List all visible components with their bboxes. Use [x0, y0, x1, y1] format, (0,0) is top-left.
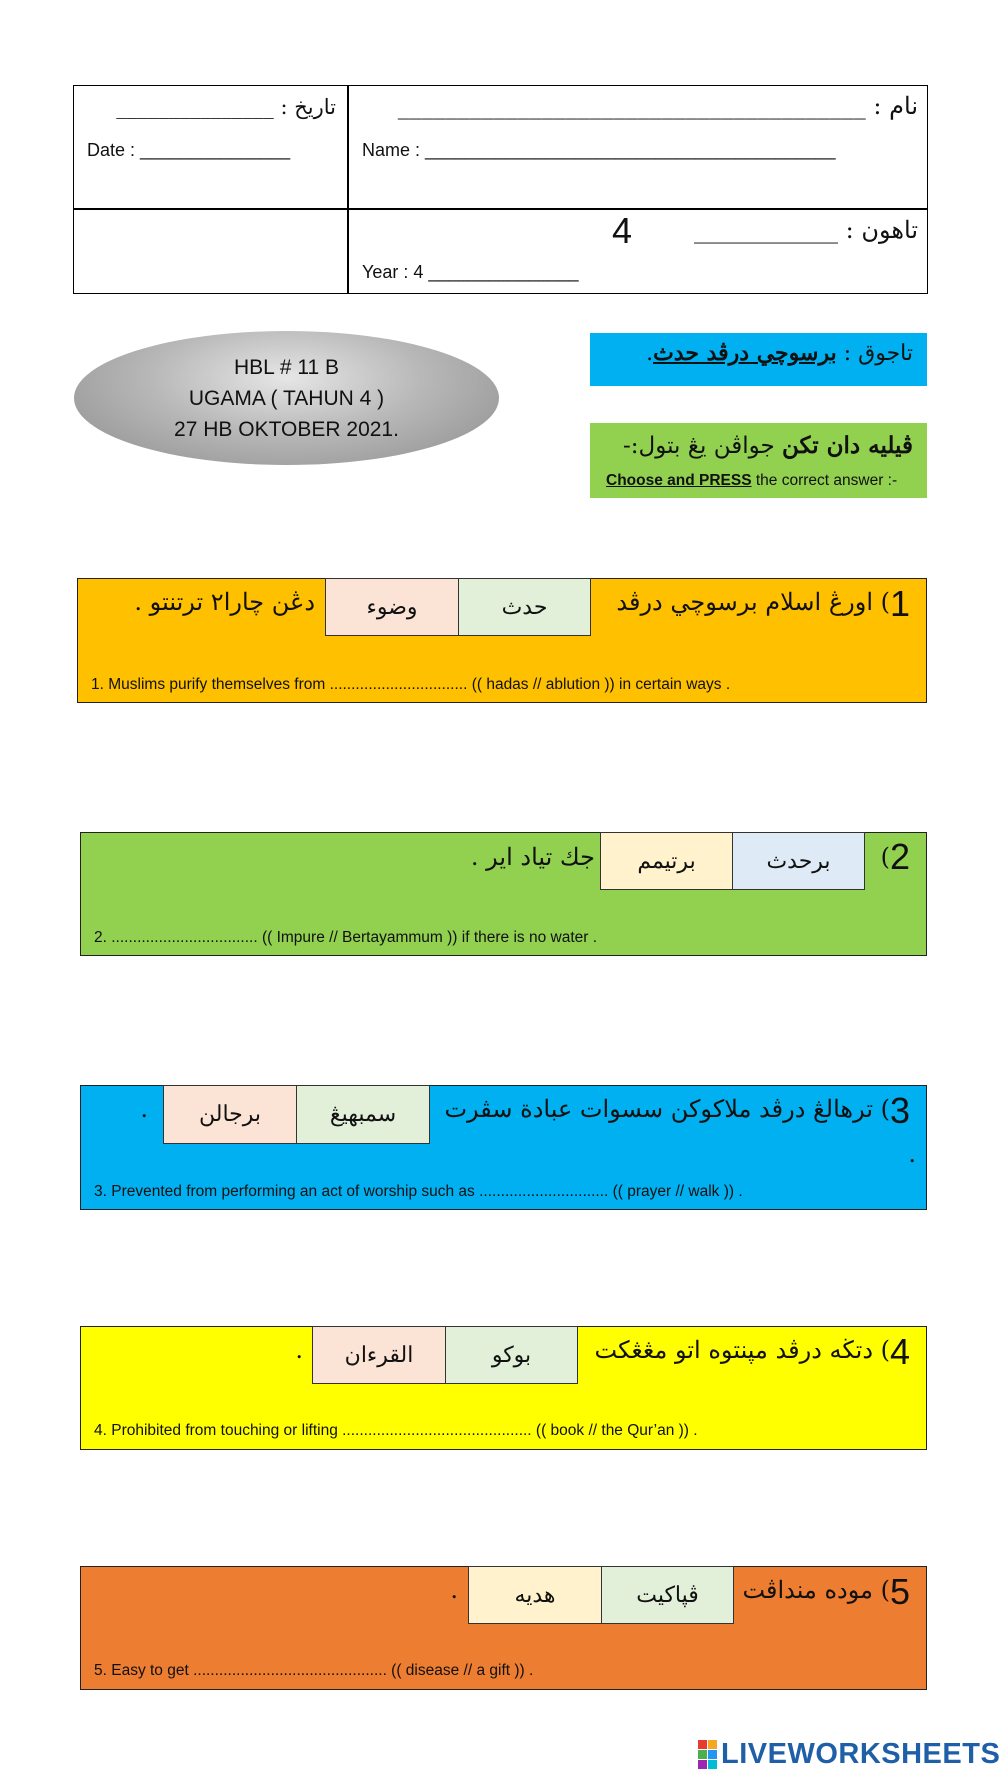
question-5-number: 5: [889, 1571, 910, 1612]
logo-square-3: [698, 1750, 707, 1759]
instruction-english: [606, 472, 897, 490]
question-3-option-walk[interactable]: برجالن: [163, 1085, 297, 1144]
worksheet-date: 27 HB OKTOBER 2021.: [174, 417, 399, 441]
year-field[interactable]: Year : 4 _______________: [362, 262, 579, 282]
logo-grid-icon: [698, 1740, 717, 1769]
logo-square-4: [708, 1750, 717, 1759]
question-2-option-impure[interactable]: برحدث: [732, 832, 865, 890]
logo-square-5: [698, 1760, 707, 1769]
instruction-arabic: [623, 432, 913, 459]
name-field[interactable]: Name : _________________________________________: [362, 140, 836, 160]
question-4-arabic-text: ) دتڬه درڤد مپنتوه اتو مڠڠكت: [594, 1336, 890, 1364]
instruction-arabic-bold: ڤيليه دان تكن: [782, 432, 913, 459]
question-2-arabic-tail: جك تياد اير .: [470, 843, 595, 871]
question-1-option-hadas[interactable]: حدث: [458, 578, 591, 636]
question-3-arabic-tail: .: [140, 1095, 148, 1123]
question-5-option-disease[interactable]: ڤپاكيت: [601, 1566, 734, 1624]
question-2-option-bertayammum[interactable]: برتيمم: [600, 832, 733, 890]
question-4-arabic-tail: .: [295, 1336, 303, 1364]
question-3-arabic-extra: .: [908, 1140, 916, 1168]
question-3-arabic-text: ) ترهالڠ درڤد ملاكوكن سسوات عبادة سڤرت: [444, 1095, 890, 1123]
instruction-english-bold: Choose and PRESS: [606, 472, 752, 489]
logo-square-6: [708, 1760, 717, 1769]
worksheet-title-oval: [74, 331, 499, 465]
question-5-english: 5. Easy to get ............................................. (( disease // a gift )) .: [94, 1662, 534, 1679]
arabic-year-field[interactable]: تاهون : ____________: [693, 216, 918, 244]
question-1-number: 1: [889, 583, 910, 624]
date-field[interactable]: Date : _______________: [87, 140, 291, 160]
question-3-option-prayer[interactable]: سمبهيڠ: [296, 1085, 430, 1144]
instruction-english-rest: the correct answer :-: [751, 472, 898, 489]
question-5-option-gift[interactable]: هديه: [468, 1566, 602, 1624]
question-2-arabic-text: ): [880, 843, 890, 871]
arabic-date-field[interactable]: تاريخ : _______________: [116, 95, 336, 119]
question-5-arabic-tail: .: [450, 1576, 458, 1604]
topic-line: [646, 340, 913, 366]
worksheet-subject: UGAMA ( TAHUN 4 ): [188, 386, 385, 410]
question-4-number: 4: [889, 1331, 910, 1372]
liveworksheets-logo: [698, 1738, 1000, 1771]
question-2-number: 2: [889, 836, 910, 877]
question-3-english: 3. Prevented from performing an act of worship such as .............................. (( prayer // walk )) .: [94, 1183, 743, 1200]
question-2-english: 2. .................................. (( Impure // Bertayammum )) if there is no water .: [94, 929, 598, 946]
header-table-hline: [73, 208, 928, 210]
question-4-option-quran[interactable]: القرءان: [312, 1326, 446, 1384]
header-table-vline: [347, 85, 349, 294]
question-1-english: 1. Muslims purify themselves from ................................ (( hadas // ablution )) in certain ways .: [91, 676, 731, 693]
logo-square-2: [708, 1740, 717, 1749]
question-1-arabic-tail: دڠن چارا٢ ترتنتو .: [134, 588, 315, 616]
logo-square-1: [698, 1740, 707, 1749]
worksheet-code: HBL # 11 B: [233, 355, 340, 379]
question-3-number: 3: [889, 1090, 910, 1131]
question-4-option-book[interactable]: بوكو: [445, 1326, 578, 1384]
topic-end: .: [646, 341, 654, 366]
question-1-option-wudhu[interactable]: وضوء: [325, 578, 459, 636]
question-1-arabic-text: ) اورڠ اسلام برسوچي درڤد: [616, 588, 890, 616]
logo-text: LIVEWORKSHEETS: [721, 1738, 1000, 1770]
topic-label: تاجوق :: [843, 341, 913, 366]
arabic-name-field[interactable]: نام : _______________________________________: [397, 92, 918, 120]
question-5-arabic-text: ) موده منداڤت: [742, 1576, 890, 1604]
topic-title: برسوچي درڤد حدث: [653, 340, 837, 366]
instruction-arabic-rest: جواڤن يڠ بتول:-: [622, 433, 775, 459]
year-number: 4: [612, 210, 633, 251]
question-4-english: 4. Prohibited from touching or lifting ............................................ (( book // the Qur’an )) .: [94, 1422, 698, 1439]
